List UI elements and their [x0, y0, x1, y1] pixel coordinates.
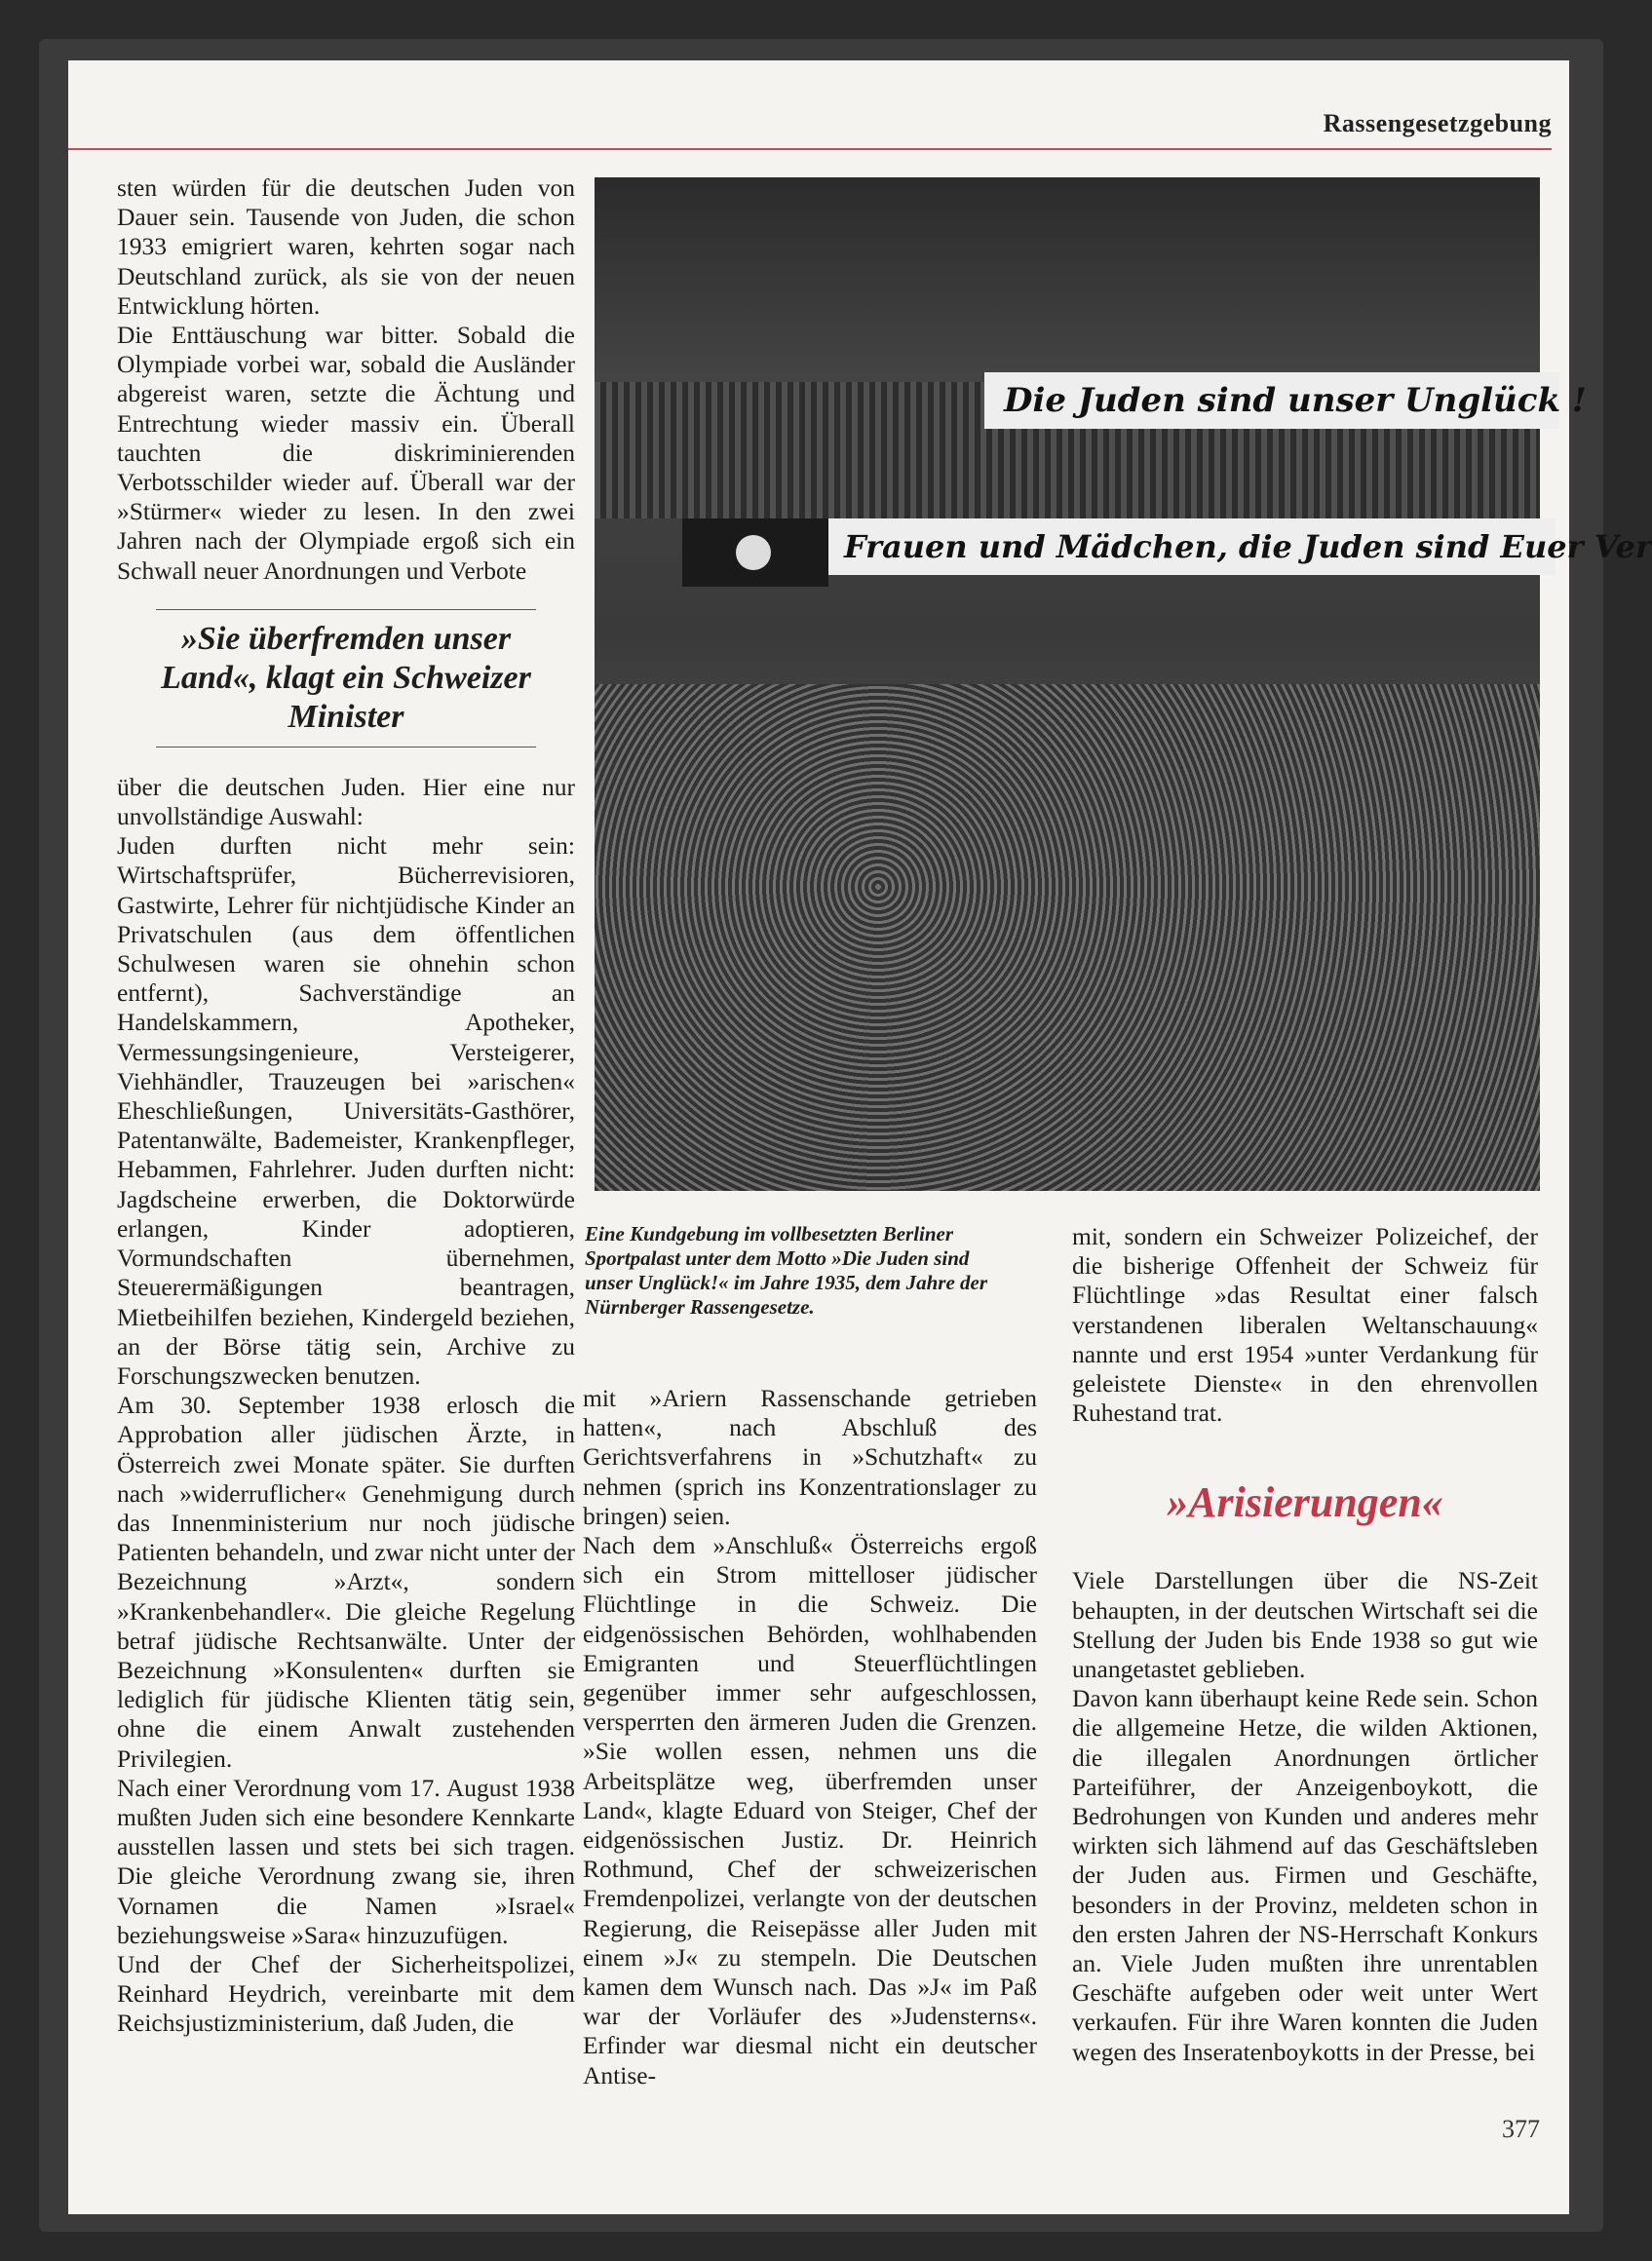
banner-upper: Die Juden sind unser Unglück !: [984, 372, 1559, 429]
pull-quote: »Sie überfremden unser Land«, klagt ein Schweizer Minister: [156, 609, 536, 747]
paragraph: Die Enttäuschung war bitter. Sobald die Olympiade vorbei war, sobald die Ausländer abgereist waren, setzte die Ächtung und Entrechtung wieder massiv ein. Überall tauchten die diskriminierenden Verbotsschilder wieder auf. Überall war der »Stürmer« wieder zu lesen. In den zwei Jahren nach der Olympiade ergoß sich ein Schwall neuer Anordnungen und Verbote: [117, 321, 575, 585]
text-column-3: [1072, 1222, 1538, 2067]
paragraph: Nach dem »Anschluß« Österreichs ergoß sich ein Strom mittelloser jüdischer Flüchtlinge in die Schweiz. Die eidgenössischen Behörden, wohlhabenden Emigranten und Steuerflüchtlingen gegenüber immer sehr aufgeschlossen, versperrten den ärmeren Juden die Grenzen. »Sie wollen essen, nehmen uns die Arbeitsplätze weg, überfremden unser Land«, klagte Eduard von Steiger, Chef der eidgenössischen Justiz. Dr. Heinrich Rothmund, Chef der schweizerischen Fremdenpolizei, verlangte von der deutschen Regierung, die Reisepässe aller Juden mit einem »J« zu stempeln. Die Deutschen kamen dem Wunsch nach. Das »J« im Paß war der Vorläufer des »Judensterns«. Erfinder war diesmal nicht ein deutscher Antise-: [583, 1531, 1037, 2089]
page-number: 377: [1502, 2115, 1540, 2143]
paragraph: Juden durften nicht mehr sein: Wirtschaftsprüfer, Bücherrevisioren, Gastwirte, Lehrer für nichtjüdische Kinder an Privatschulen (aus dem öffentlichen Schulwesen waren sie ohnehin schon entfernt), Sachverständige an Handelskammern, Apotheker, Vermessungsingenieure, Versteigerer, Viehhändler, Trauzeugen bei »arischen« Eheschließungen, Universitäts-Gasthörer, Patentanwälte, Bademeister, Krankenpfleger, Hebammen, Fahrlehrer. Juden durften nicht: Jagdscheine erwerben, die Doktorwürde erlangen, Kinder adoptieren, Vormundschaften übernehmen, Steuerermäßigungen beantragen, Mietbeihilfen beziehen, Kindergeld beziehen, an der Börse tätig sein, Archive zu Forschungszwecken benutzen.: [117, 831, 575, 1390]
section-title: Rassengesetzgebung: [1323, 109, 1552, 137]
text-column-1: [117, 173, 575, 2039]
flag: [682, 518, 828, 587]
paragraph: mit, sondern ein Schweizer Polizeichef, der die bisherige Offenheit der Schweiz für Flüchtlinge »das Resultat einer falsch verstandenen liberalen Weltanschauung« nannte und erst 1954 »unter Verdankung für geleistete Dienste« in den ehrenvollen Ruhestand trat.: [1072, 1222, 1538, 1428]
paragraph: sten würden für die deutschen Juden von Dauer sein. Tausende von Juden, die schon 1933 emigriert waren, kehrten sogar nach Deutschland zurück, als sie von der neuen Entwicklung hörten.: [117, 173, 575, 320]
paragraph: Viele Darstellungen über die NS-Zeit behaupten, in der deutschen Wirtschaft sei die Stellung der Juden bis Ende 1938 so gut wie unangetastet geblieben.: [1072, 1566, 1538, 1684]
paragraph: mit »Ariern Rassenschande getrieben hatten«, nach Abschluß des Gerichtsverfahrens in »Schutzhaft« zu nehmen (sprich ins Konzentrationslager zu bringen) seien.: [583, 1384, 1037, 1530]
rally-photograph: [595, 177, 1652, 1191]
paragraph: über die deutschen Juden. Hier eine nur unvollständige Auswahl:: [117, 772, 575, 831]
paragraph: Nach einer Verordnung vom 17. August 1938 mußten Juden sich eine besondere Kennkarte ausstellen lassen und stets bei sich tragen. Die gleiche Verordnung zwang sie, ihren Vornamen die Namen »Israel« beziehungsweise »Sara« hinzuzufügen.: [117, 1773, 575, 1949]
section-heading: »Arisierungen«: [1167, 1478, 1443, 1527]
banner-lower: Frauen und Mädchen, die Juden sind Euer Ver: [828, 518, 1556, 575]
paragraph: Davon kann überhaupt keine Rede sein. Schon die allgemeine Hetze, die wilden Aktionen, die illegalen Anordnungen örtlicher Parteiführer, der Anzeigenboykott, die Bedrohungen von Kunden und anderes mehr wirkten sich lähmend auf das Geschäftsleben der Juden aus. Firmen und Geschäfte, besonders in der Provinz, meldeten schon in den ersten Jahren der NS-Herrschaft Konkurs an. Viele Juden mußten ihre unrentablen Geschäfte aufgeben oder weit unter Wert verkaufen. Für ihre Waren konnten die Juden wegen des Inseratenboykotts in der Presse, bei: [1072, 1684, 1538, 2066]
paragraph: Und der Chef der Sicherheitspolizei, Reinhard Heydrich, vereinbarte mit dem Reichsjustizministerium, daß Juden, die: [117, 1949, 575, 2038]
floor-crowd: [595, 684, 1540, 1191]
book-page: [68, 60, 1652, 2214]
running-header: [68, 105, 1552, 150]
photo-caption: Eine Kundgebung im vollbesetzten Berliner Sportpalast unter dem Motto »Die Juden sind unser Unglück!« im Jahre 1935, dem Jahre der Nürnberger Rassengesetze.: [585, 1222, 988, 1319]
paragraph: Am 30. September 1938 erlosch die Approbation aller jüdischen Ärzte, in Österreich zwei Monate später. Sie durften nach »widerruflicher« Genehmigung durch das Innenministerium nur noch jüdische Patienten behandeln, und zwar nicht unter der Bezeichnung »Arzt«, sondern »Krankenbehandler«. Die gleiche Regelung betraf jüdische Rechtsanwälte. Unter der Bezeichnung »Konsulenten« durften sie lediglich für jüdische Klienten tätig sein, ohne die einem Anwalt zustehenden Privilegien.: [117, 1391, 575, 1773]
text-column-2: [583, 1384, 1037, 2090]
